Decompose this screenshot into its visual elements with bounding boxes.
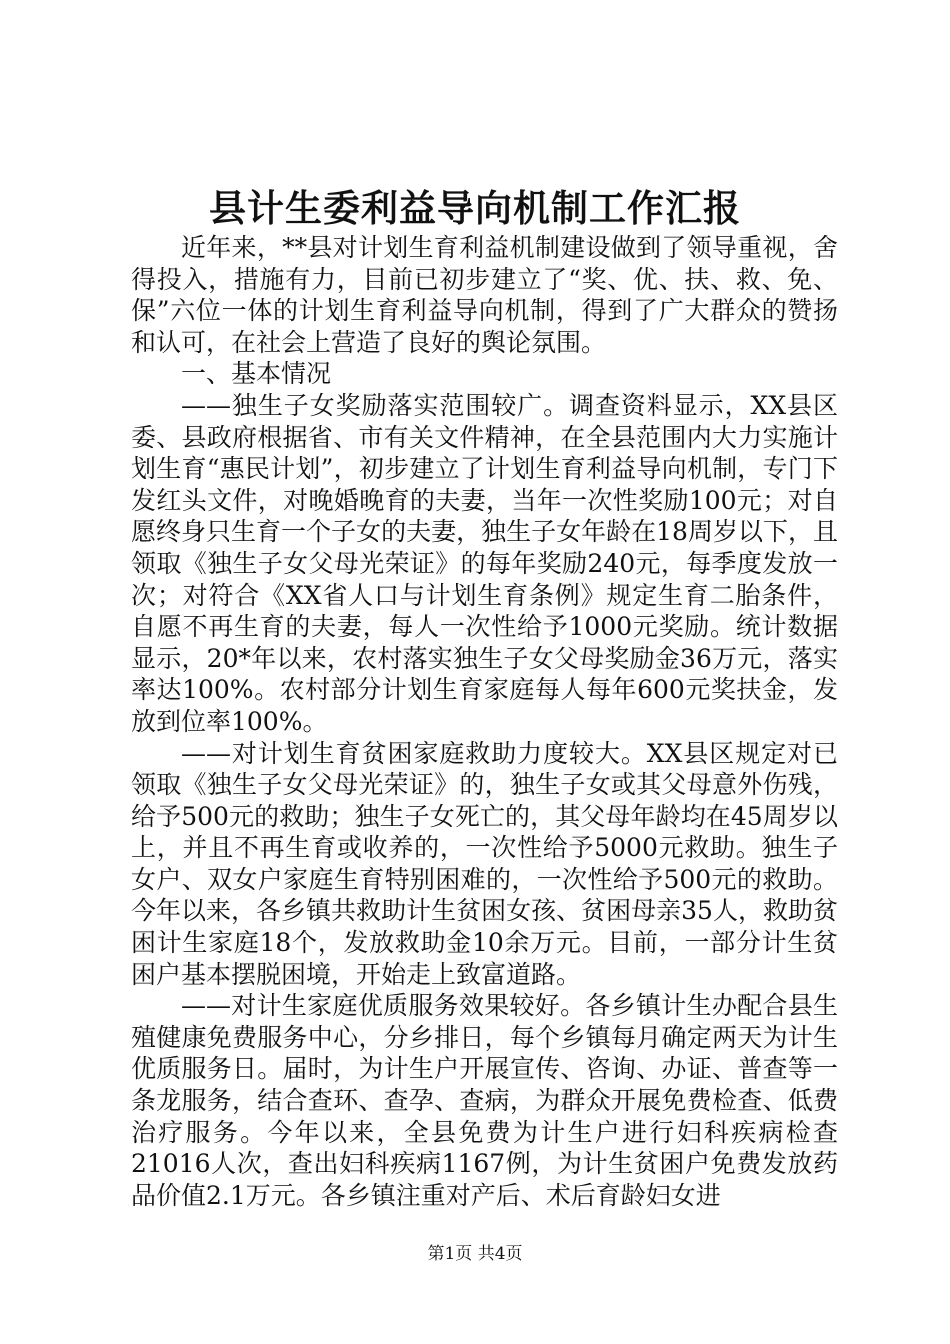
body-paragraph: ——对计划生育贫困家庭救助力度较大。XX县区规定对已领取《独生子女父母光荣证》的，独生子女或其父母意外伤残，给予500元的救助；独生子女死亡的，其父母年龄均在45周岁以上，并且不再生育或收养的，一次性给予5000元救助。独生子女户、双女户家庭生育特别困难的，一次性给予500元的救助。今年以来，各乡镇共救助计生贫困女孩、贫困母亲35人，救助贫困计生家庭18个，发放救助金10余万元。目前，一部分计生贫困户基本摆脱困境，开始走上致富道路。 <box>131 738 838 989</box>
intro-paragraph: 近年来，**县对计划生育利益机制建设做到了领导重视，舍得投入，措施有力，目前已初步建立了“奖、优、扶、救、免、保”六位一体的计划生育利益导向机制，得到了广大群众的赞扬和认可，在社会上营造了良好的舆论氛围。 <box>131 233 838 357</box>
page-number-footer: 第1页 共4页 <box>427 1244 523 1264</box>
section-heading: 一、基本情况 <box>181 359 332 389</box>
document-title: 县计生委利益导向机制工作汇报 <box>209 186 741 230</box>
body-paragraph: ——对计生家庭优质服务效果较好。各乡镇计生办配合县生殖健康免费服务中心，分乡排日，每个乡镇每月确定两天为计生优质服务日。届时，为计生户开展宣传、咨询、办证、普查等一条龙服务，结合查环、查孕、查病，为群众开展免费检查、低费治疗服务。今年以来，全县免费为计生户进行妇科疾病检查21016人次，查出妇科疾病1167例，为计生贫困户免费发放药品价值2.1万元。各乡镇注重对产后、术后育龄妇女进 <box>131 991 838 1210</box>
document-body <box>131 232 838 1211</box>
body-paragraph: ——独生子女奖励落实范围较广。调查资料显示，XX县区委、县政府根据省、市有关文件精神，在全县范围内大力实施计划生育“惠民计划”，初步建立了计划生育利益导向机制，专门下发红头文件，对晚婚晚育的夫妻，当年一次性奖励100元；对自愿终身只生育一个子女的夫妻，独生子女年龄在18周岁以下，且领取《独生子女父母光荣证》的每年奖励240元，每季度发放一次；对符合《XX省人口与计划生育条例》规定生育二胎条件，自愿不再生育的夫妻，每人一次性给予1000元奖励。统计数据显示，20*年以来，农村落实独生子女父母奖励金36万元，落实率达100%。农村部分计划生育家庭每人每年600元奖扶金，发放到位率100%。 <box>131 390 838 736</box>
